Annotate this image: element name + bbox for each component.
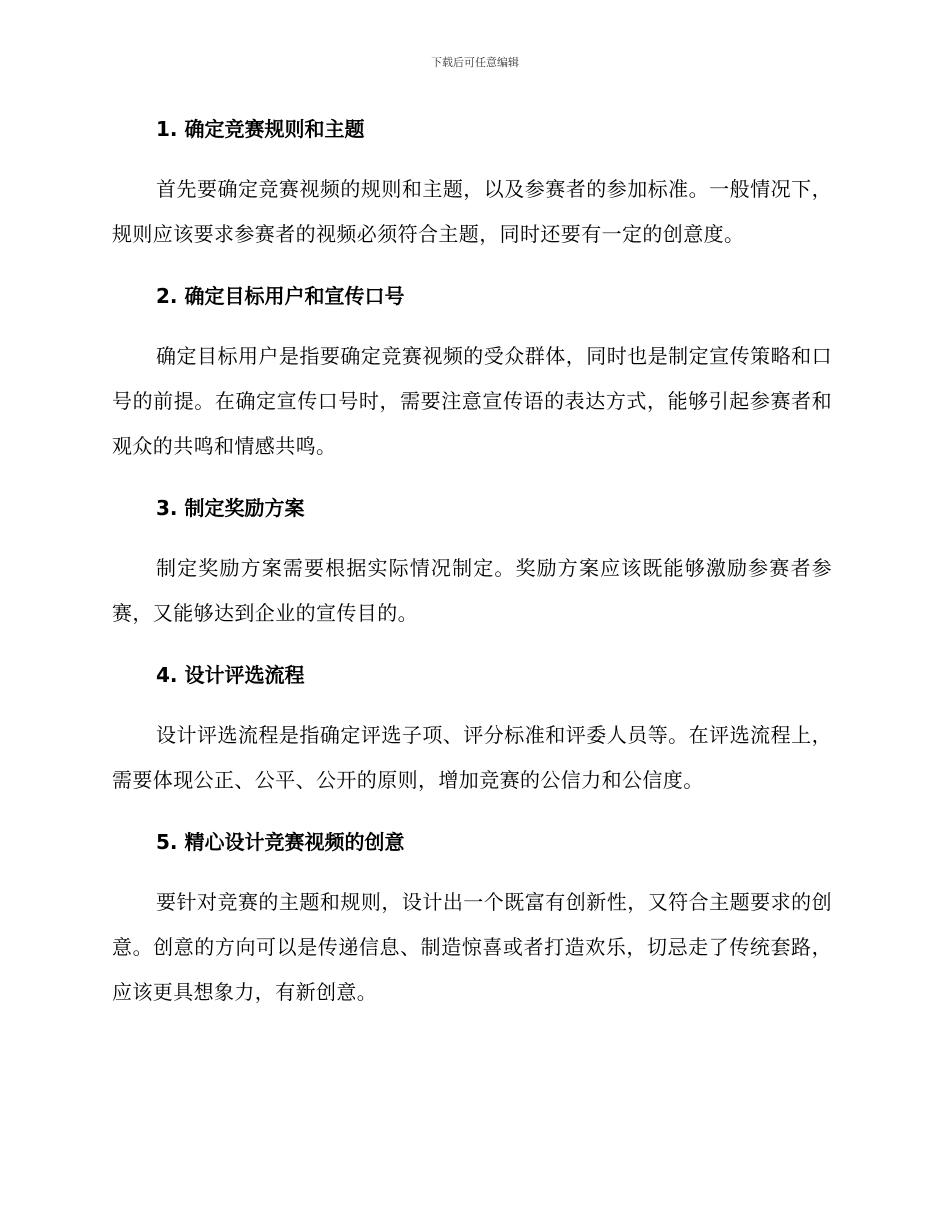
page-header: 下载后可任意编辑 bbox=[431, 56, 519, 69]
section-paragraph-4: 设计评选流程是指确定评选子项、评分标准和评委人员等。在评选流程上，需要体现公正、公平、公开的原则，增加竞赛的公信力和公信度。 bbox=[112, 723, 832, 792]
section-heading-2: 2. 确定目标用户和宣传口号 bbox=[156, 284, 405, 308]
section-paragraph-5: 要针对竞赛的主题和规则，设计出一个既富有创新性，又符合主题要求的创意。创意的方向可以是传递信息、制造惊喜或者打造欢乐，切忌走了传统套路，应该更具想象力，有新创意。 bbox=[112, 890, 832, 1004]
section-paragraph-3: 制定奖励方案需要根据实际情况制定。奖励方案应该既能够激励参赛者参赛，又能够达到企业的宣传目的。 bbox=[112, 556, 832, 625]
section-heading-4: 4. 设计评选流程 bbox=[156, 663, 305, 687]
document-body bbox=[112, 113, 832, 1038]
section-heading-1: 1. 确定竞赛规则和主题 bbox=[156, 117, 365, 141]
section-paragraph-2: 确定目标用户是指要确定竞赛视频的受众群体，同时也是制定宣传策略和口号的前提。在确定宣传口号时，需要注意宣传语的表达方式，能够引起参赛者和观众的共鸣和情感共鸣。 bbox=[112, 344, 832, 458]
section-paragraph-1: 首先要确定竞赛视频的规则和主题，以及参赛者的参加标准。一般情况下，规则应该要求参赛者的视频必须符合主题，同时还要有一定的创意度。 bbox=[112, 177, 832, 246]
section-heading-5: 5. 精心设计竞赛视频的创意 bbox=[156, 830, 405, 854]
section-heading-3: 3. 制定奖励方案 bbox=[156, 496, 305, 520]
